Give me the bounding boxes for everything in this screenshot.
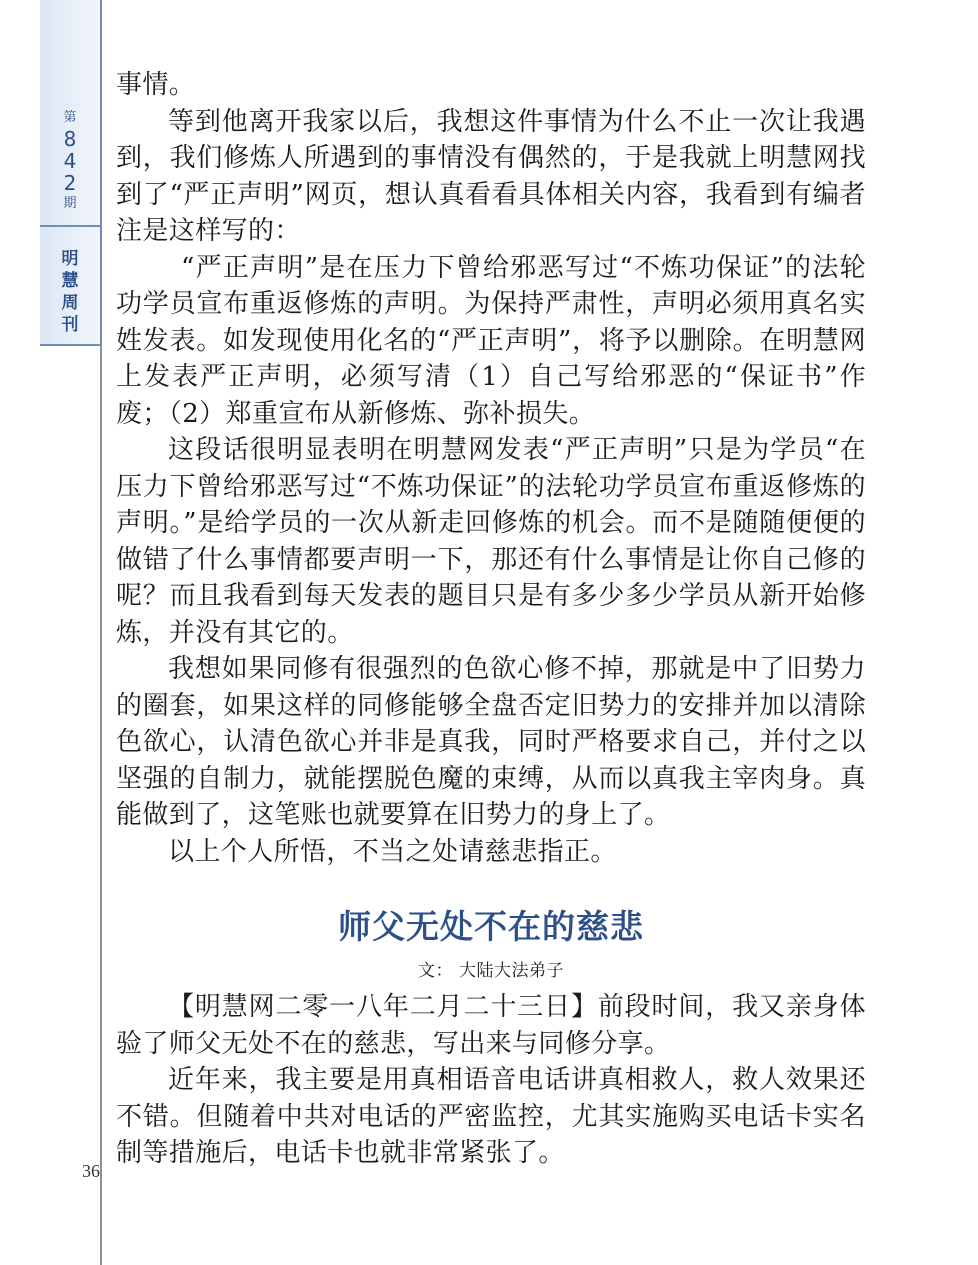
article-paragraph: 【明慧网二零一八年二月二十三日】前段时间，我又亲身体验了师父无处不在的慈悲，写出来与同修分享。 <box>116 992 866 1059</box>
editor-note-quote: “严正声明”是在压力下曾给邪恶写过“不炼功保证”的法轮功学员宣布重返修炼的声明。为保持严肃性，声明必须用真名实姓发表。如发现使用化名的“严正声明”，将予以删除。在明慧网上发表严正声明，必须写清（1）自己写给邪恶的“保证书”作废；（2）郑重宣布从新修炼、弥补损失。 <box>116 252 866 429</box>
issue-prefix: 第 <box>63 110 77 125</box>
body-paragraph: 我想如果同修有很强烈的色欲心修不掉，那就是中了旧势力的圈套，如果这样的同修能够全盘否定旧势力的安排并加以清除色欲心，认清色欲心并非是真我，同时严格要求自己，并付之以坚强的自制力，就能摆脱色魔的束缚，从而以真我主宰肉身。真能做到了，这笔账也就要算在旧势力的身上了。 <box>116 654 866 830</box>
issue-digit: 2 <box>63 171 77 195</box>
margin-rule <box>100 345 102 1265</box>
magazine-char: 周 <box>61 293 79 313</box>
body-paragraph: 这段话很明显表明在明慧网发表“严正声明”只是为学员“在压力下曾给邪恶写过“不炼功保证”的法轮功学员宣布重返修炼的声明。”是给学员的一次从新走回修炼的机会。而不是随随便便的做错了什么事情都要声明一下，那还有什么事情是让你自己修的呢？而且我看到每天发表的题目只是有多少多少学员从新开始修炼，并没有其它的。 <box>116 435 866 648</box>
body-paragraph: 以上个人所悟，不当之处请慈悲指正。 <box>168 836 617 867</box>
article-paragraph: 近年来，我主要是用真相语音电话讲真相救人，救人效果还不错。但随着中共对电话的严密监控，尤其实施购买电话卡实名制等措施后，电话卡也就非常紧张了。 <box>116 1065 866 1168</box>
body-paragraph: 事情。 <box>116 70 196 100</box>
magazine-char: 刊 <box>61 315 79 335</box>
body-paragraph: 等到他离开我家以后，我想这件事情为什么不止一次让我遇到，我们修炼人所遇到的事情没有偶然的，于是我就上明慧网找到了“严正声明”网页，想认真看看具体相关内容，我看到有编者注是这样写的： <box>116 106 866 246</box>
page-number: 36 <box>82 1161 100 1181</box>
issue-suffix: 期 <box>63 196 77 211</box>
article-title: 师父无处不在的慈悲 <box>338 907 644 946</box>
magazine-char: 慧 <box>61 271 79 291</box>
page-content <box>116 67 866 1172</box>
sidebar-divider <box>40 344 102 346</box>
magazine-char: 明 <box>61 249 79 269</box>
issue-number <box>40 108 100 214</box>
article-byline: 文： 大陆大法弟子 <box>418 961 564 981</box>
magazine-name <box>40 248 100 336</box>
issue-digit: 8 <box>63 127 77 151</box>
issue-digit: 4 <box>63 149 77 173</box>
sidebar-divider <box>40 225 102 227</box>
